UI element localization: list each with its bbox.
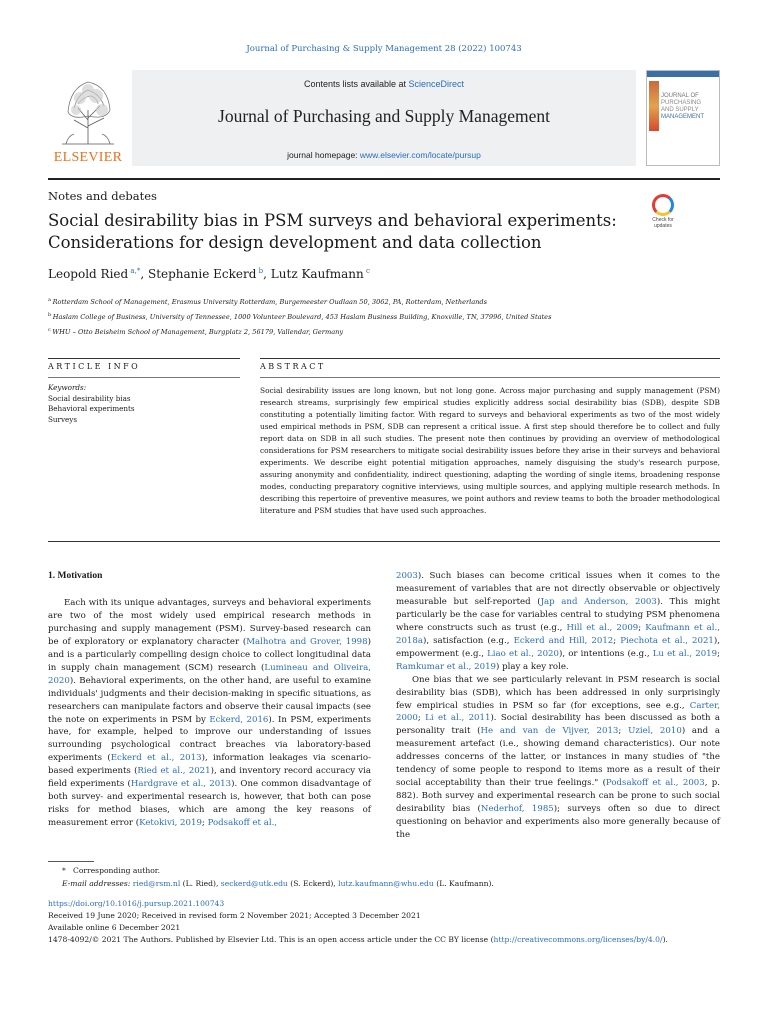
body-text-run: ), information leakages via scenario-based experiments ( — [48, 753, 372, 777]
keywords-label: Keywords: — [48, 383, 87, 392]
abstract-bottom-rule — [48, 541, 720, 542]
citation-link[interactable]: Ramkumar et al., 2019 — [396, 661, 497, 672]
citation-link[interactable]: Jap and Anderson, 2003 — [540, 596, 657, 607]
contents-prefix: Contents lists available at — [303, 79, 409, 89]
keyword-item: Surveys — [48, 414, 78, 424]
affiliation-marker: a — [48, 297, 53, 303]
license-suffix: ). — [662, 935, 668, 944]
email-owner: (S. Eckerd), — [287, 878, 339, 888]
affiliation-item — [48, 324, 728, 339]
email-owner: (L. Ried), — [180, 878, 221, 888]
body-text-run: Each with its unique advantages, surveys and behavioral experiments are two of the most widely used empirical research methods in purchasing and supply management (PSM). Survey-based research can be of exploratory or explanatory character ( — [48, 597, 371, 647]
cover-art — [649, 81, 659, 131]
masthead-banner — [132, 70, 636, 166]
author-affiliation-marker[interactable]: a,* — [128, 267, 141, 275]
cover-line-2: PURCHASING — [661, 100, 702, 106]
cover-line-1: JOURNAL OF — [661, 93, 699, 99]
article-info-heading: ARTICLE INFO — [48, 362, 141, 371]
body-text-run: ; — [613, 635, 621, 646]
affiliation-text: Rotterdam School of Management, Erasmus University Rotterdam, Burgemeester Oudlaan 50, 3062, PA, Rotterdam, Netherlands — [52, 298, 488, 307]
doi-link[interactable]: https://doi.org/10.1016/j.pursup.2021.100743 — [48, 899, 225, 908]
check-updates-label: Check for updates — [652, 217, 674, 229]
citation-link[interactable]: Piechota et al., 2021 — [620, 635, 714, 646]
footnote-rule — [48, 861, 94, 862]
affiliations — [48, 294, 728, 340]
homepage-link[interactable]: www.elsevier.com/locate/pursup — [359, 150, 481, 160]
check-for-updates-button[interactable] — [648, 194, 678, 228]
abstract-text: Social desirability issues are long known, but not long gone. Across major purchasing and supply management (PSM) research streams, surprisingly few empirical studies explicitly address social desirability bias (SDB), despite SDB constituting a potentially limiting factor. With regard to surveys and behavioral experiments as two of the most widely used empirical methods in PSM, SDB can represent a critical issue. A first step should therefore be to collect and fully report data on SDB in all such studies. The present note then continues by providing an overview of methodological considerations for PSM researchers to mitigate social desirability issues before they arise in their surveys and behavioral experiments. We describe eight potential mitigation approaches, namely disguising the study's research purpose, assuring anonymity and confidentiality, indirect questioning, adapting the wording of single items, broadening response modes, conducting preparatory cognitive interviews, using multiple sources, and applying multiple research methods. In describing this repertoire of preventive measures, we point authors and review teams to both the broader methodological literature and PSM studies that have used such approaches. — [260, 386, 720, 515]
journal-cover-thumbnail[interactable] — [646, 70, 720, 166]
sciencedirect-link[interactable]: ScienceDirect — [408, 79, 465, 89]
body-text-run: ) and is a particularly compelling design choice to collect longitudinal data in supply chain management (SCM) research ( — [48, 636, 371, 673]
publisher-name: ELSEVIER — [53, 150, 123, 165]
cover-line-3: AND SUPPLY — [661, 107, 699, 113]
body-text-run: ) and a measurement artefact (i.e., showing demand characteristics). Our note addresses concerns of the latter, or instances in many studies of "the tendency of some people to respond to items more as a result of their social acceptability than their true feelings." ( — [396, 726, 720, 789]
license-link[interactable]: http://creativecommons.org/licenses/by/4.0/ — [493, 935, 663, 944]
citation-link[interactable]: Hardgrave et al., 2013 — [130, 779, 232, 790]
citation-link[interactable]: Podsakoff et al., — [207, 818, 278, 829]
citation-link[interactable]: Kaufmann et al., 2018a — [396, 622, 720, 646]
keyword-item: Social desirability bias — [48, 393, 131, 403]
journal-title: Journal of Purchasing and Supply Management — [218, 106, 550, 126]
body-text-run: One bias that we see particularly relevant in PSM research is social desirability bias (SDB), which has been addressed in only surprisingly few empirical studies in PSM so far (for exceptions, see e.g., — [396, 674, 720, 711]
citation-link[interactable]: Eckerd et al., 2013 — [110, 753, 202, 764]
corresponding-label: Corresponding author. — [73, 866, 160, 875]
email-owner: (L. Kaufmann). — [433, 878, 494, 888]
body-paragraph — [396, 674, 720, 842]
body-text-run: ; — [618, 726, 629, 737]
body-column-right — [396, 570, 720, 842]
citation-link[interactable]: He and van de Vijver, 2013 — [480, 726, 619, 737]
citation-link[interactable]: Liao et al., 2020 — [487, 648, 559, 659]
body-text-run: ); surveys often so due to direct questioning on behavior and experiments also more generally because of the — [396, 804, 720, 841]
title-line-1: Social desirability bias in PSM surveys and behavioral experiments: — [48, 211, 617, 230]
license-line — [48, 934, 738, 946]
citation-link[interactable]: Li et al., 2011 — [425, 713, 491, 724]
article-title — [48, 210, 628, 254]
citation-link[interactable]: Lumineau and Oliveira, 2020 — [48, 662, 371, 686]
body-text-run: ). Behavioral experiments, on the other hand, are useful to examine individuals' judgments and their decision-making in specific situations, as researchers can manipulate factors and observe their causal impacts (see the note on experiments in PSM by — [48, 675, 371, 725]
author-separator: , — [140, 267, 148, 281]
abstract-heading: ABSTRACT — [260, 362, 326, 371]
affiliation-item — [48, 294, 728, 309]
check-updates-icon — [652, 194, 674, 216]
body-text-run: ; — [717, 648, 721, 659]
body-text-run: ) play a key role. — [496, 661, 569, 672]
author-name[interactable]: Leopold Ried — [48, 267, 129, 281]
email-link[interactable]: ried@rsm.nl — [132, 878, 181, 888]
homepage-prefix: journal homepage: — [287, 150, 360, 160]
contents-line — [132, 79, 636, 89]
author-separator: , — [263, 267, 271, 281]
header-rule — [48, 178, 720, 180]
body-text-run: ). Such biases can become critical issues when it comes to the measurement of variables that are not directly observable or objectively measurable but self-reported ( — [396, 571, 720, 607]
footnotes — [48, 865, 728, 890]
email-link[interactable]: lutz.kaufmann@whu.edu — [338, 878, 434, 888]
author-name[interactable]: Stephanie Eckerd — [147, 267, 257, 281]
received-dates: Received 19 June 2020; Received in revised form 2 November 2021; Accepted 3 December 2021 — [48, 911, 421, 920]
citation-link[interactable]: Hill et al., 2009 — [566, 622, 639, 633]
email-link[interactable]: seckerd@utk.edu — [220, 878, 288, 888]
abstract-rule-lower — [260, 377, 720, 378]
body-text-run: ). Social desirability has been discussed as both a personality trait ( — [396, 713, 720, 737]
affiliation-text: Haslam College of Business, University of Tennessee, 1000 Volunteer Boulevard, 453 Haslam Business Building, Knoxville, TN, 37996, United States — [52, 313, 552, 322]
body-paragraph — [396, 570, 720, 674]
cover-band — [647, 71, 719, 77]
footnote-star: * — [62, 866, 66, 875]
section-heading: 1. Motivation — [48, 571, 103, 581]
masthead — [48, 70, 720, 166]
homepage-line — [132, 150, 636, 160]
citation-link[interactable]: Eckerd and Hill, 2012 — [513, 635, 614, 646]
body-text-run: ). One common disadvantage of both survey- and experimental research is, however, that both can pose risks for method biases, which are among the key reasons of measurement error ( — [48, 779, 371, 829]
body-text-run: , p. 882). Both survey and experimental research can be prone to such social desirability bias ( — [396, 778, 720, 815]
affiliation-marker: c — [48, 327, 53, 334]
email-label: E-mail addresses: — [62, 878, 133, 888]
email-addresses — [48, 878, 728, 891]
body-text-run: ). This might particularly be the case for variables central to studying PSM phenomena where constructs such as trust (e.g., — [396, 596, 720, 633]
author-affiliation-marker[interactable]: b — [256, 267, 264, 275]
citation-link[interactable]: 2003 — [396, 571, 418, 581]
info-rule — [48, 358, 240, 359]
author-list — [48, 267, 370, 281]
affiliation-marker: b — [48, 312, 53, 319]
cover-title — [661, 93, 717, 121]
available-online: Available online 6 December 2021 — [48, 923, 181, 932]
section-type: Notes and debates — [48, 189, 157, 203]
publication-info — [48, 898, 738, 946]
corresponding-author-note — [48, 865, 728, 878]
citation-link[interactable]: Ried et al., 2021 — [137, 766, 211, 777]
citation-link[interactable]: Lu et al., 2019 — [652, 648, 718, 659]
body-text-run: ), satisfaction (e.g., — [423, 635, 514, 646]
body-text-run: ), empowerment (e.g., — [396, 635, 720, 659]
body-text-run: ), or intentions (e.g., — [559, 648, 653, 659]
body-text-run: ; — [417, 713, 426, 724]
info-rule-lower — [48, 377, 240, 378]
body-column-left — [48, 570, 371, 830]
citation-link[interactable]: Eckerd, 2016 — [209, 714, 269, 725]
citation-link[interactable]: Carter, 2000 — [396, 700, 720, 724]
abstract-rule — [260, 358, 720, 359]
author-affiliation-marker[interactable]: c — [363, 267, 370, 275]
affiliation-item — [48, 309, 728, 324]
citation-link[interactable]: Ketokivi, 2019 — [139, 818, 202, 829]
journal-reference[interactable]: Journal of Purchasing & Supply Management 28 (2022) 100743 — [246, 44, 522, 54]
body-paragraph — [48, 597, 371, 830]
body-text-run: ; — [638, 622, 646, 633]
title-line-2: Considerations for design development and data collection — [48, 233, 542, 252]
license-text: 1478-4092/© 2021 The Authors. Published by Elsevier Ltd. This is an open access article under the CC BY license ( — [48, 935, 494, 944]
citation-link[interactable]: Podsakoff et al., 2003 — [605, 778, 705, 789]
body-text-run: ). In PSM, experiments have, for example, helped to improve our understanding of issues surrounding psychological contract breaches via laboratory-based experiments ( — [48, 714, 371, 764]
body-text-run: ), and inventory record accuracy via field experiments ( — [48, 766, 371, 790]
keywords-block — [48, 383, 238, 425]
body-text-run: ; — [201, 818, 208, 829]
cover-line-4: MANAGEMENT — [661, 114, 705, 120]
citation-link[interactable]: Uziel, 2010 — [628, 726, 682, 737]
affiliation-text: WHU – Otto Beisheim School of Management, Burgplatz 2, 56179, Vallendar, Germany — [52, 328, 344, 337]
citation-link[interactable]: Malhotra and Grover, 1998 — [246, 636, 368, 647]
keyword-item: Behavioral experiments — [48, 404, 135, 414]
citation-link[interactable]: Nederhof, 1985 — [480, 804, 554, 815]
author-name[interactable]: Lutz Kaufmann — [270, 267, 364, 281]
